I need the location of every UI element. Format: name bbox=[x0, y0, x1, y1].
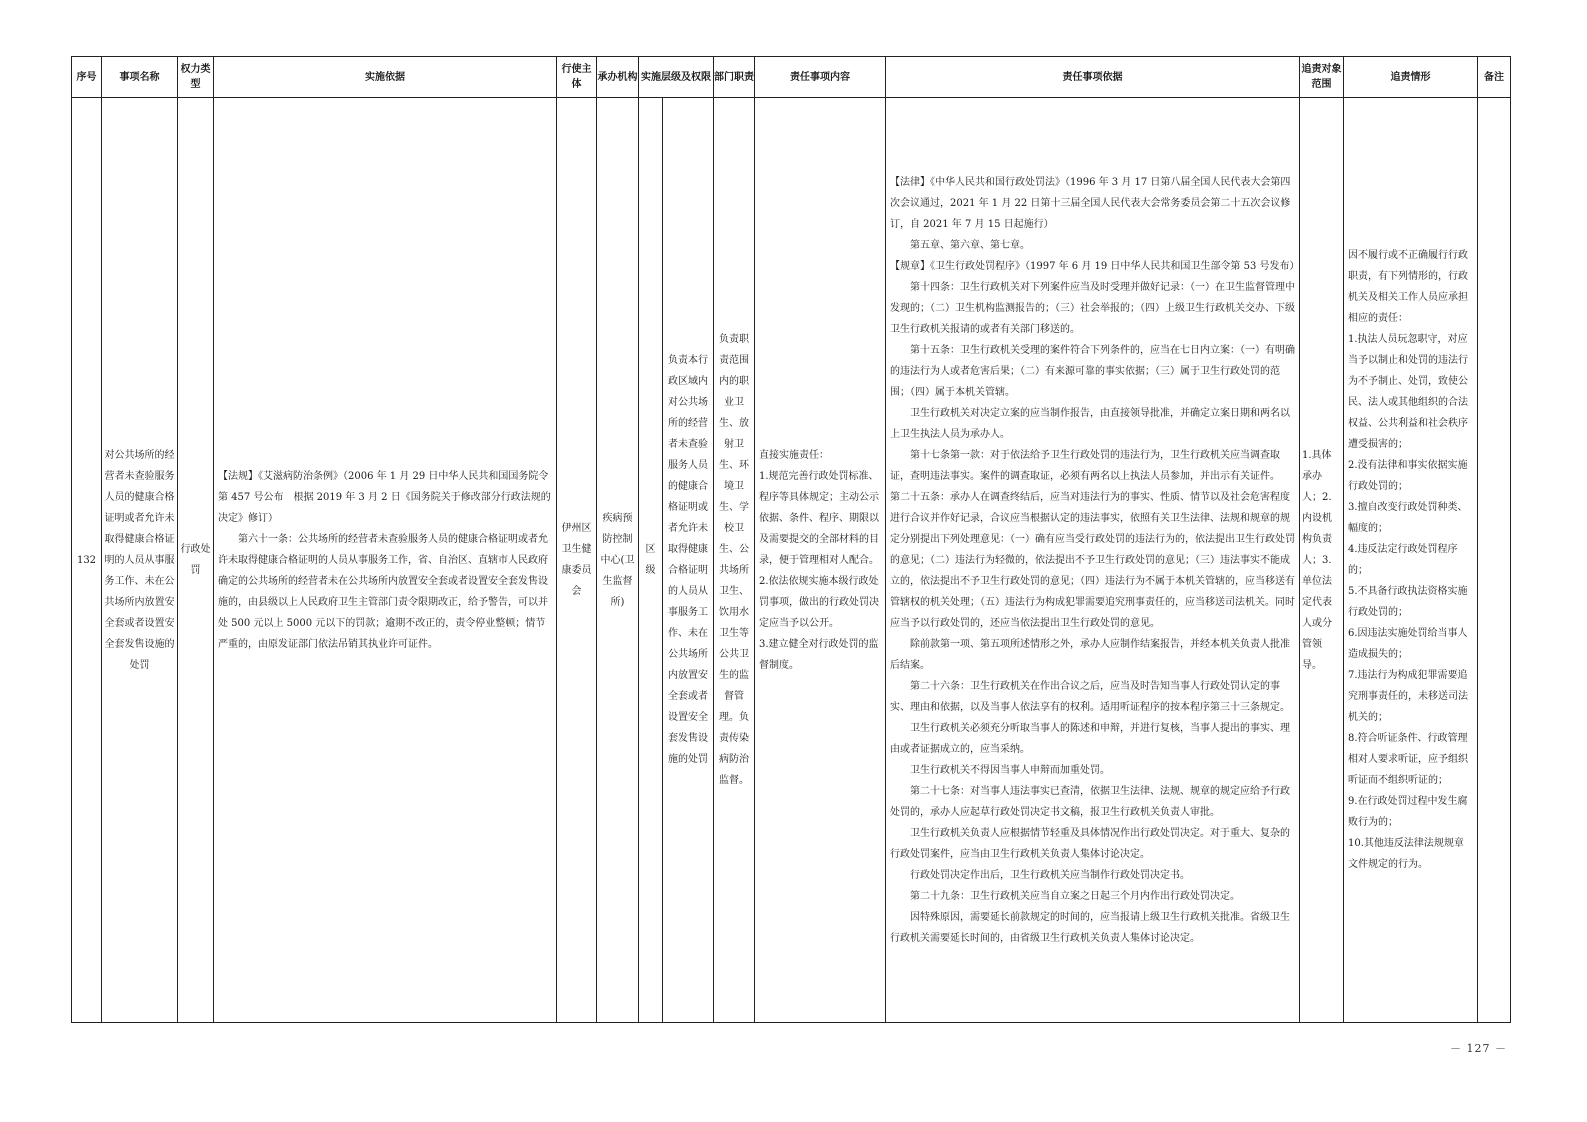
header-accountable-scope: 追责对象范围 bbox=[1300, 57, 1344, 98]
row-basis bbox=[214, 98, 557, 1023]
accountable-case-item: 8.符合听证条件、行政管理相对人要求听证，应予组织听证而不组织听证的； bbox=[1348, 733, 1468, 786]
resp-basis-paragraph: 第二十七条：对当事人违法事实已查清，依据卫生法律、法规、规章的规定应给予行政处罚的，承办人应起草行政处罚决定书文稿，报卫生行政机关负责人审批。 bbox=[890, 785, 1290, 818]
header-basis: 实施依据 bbox=[214, 57, 557, 98]
accountable-case-item: 1.执法人员玩忽职守，对应当予以制止和处罚的违法行为不予制止、处罚，致使公民、法人或其他组织的合法权益、公共利益和社会秩序遭受损害的； bbox=[1348, 334, 1468, 450]
resp-basis-paragraph: 【法律】《中华人民共和国行政处罚法》（1996 年 3 月 17 日第八届全国人民代表大会第四次会议通过，2021 年 1 月 22 日第十三届全国人民代表大会常务委员会第二十五次会议修订，自 2021 年 7 月 15 日起施行） bbox=[890, 176, 1291, 230]
resp-content-line: 2.依法依规实施本级行政处罚事项，做出的行政处罚决定应当予以公开。 bbox=[759, 575, 879, 629]
accountable-case-item: 5.不具备行政执法资格实施行政处罚的； bbox=[1348, 586, 1468, 618]
resp-basis-paragraph: 第十五条：卫生行政机关受理的案件符合下列条件的，应当在七日内立案：（一）有明确的违法行为人或者危害后果；（二）有来源可靠的事实依据；（三）属于卫生行政处罚的范围；（四）属于本机关管辖。 bbox=[890, 344, 1295, 398]
resp-basis-paragraph: 第十四条：卫生行政机关对下列案件应当及时受理并做好记录：（一）在卫生监督管理中发现的；（二）卫生机构监测报告的；（三）社会举报的；（四）上级卫生行政机关交办、下级卫生行政机关报请的或者有关部门移送的。 bbox=[890, 281, 1295, 335]
resp-basis-paragraph: 第五章、第六章、第七章。 bbox=[910, 239, 1030, 251]
resp-content-line: 直接实施责任： bbox=[759, 449, 829, 461]
basis-title: 【法规】《艾滋病防治条例》（2006 年 1 月 29 日中华人民共和国国务院令第 457 号公布 根据 2019 年 3 月 2 日《国务院关于修改部分行政法规的决定》修订） bbox=[218, 470, 551, 524]
row-level-scope: 负责本行政区域内对公共场所的经营者未查验服务人员的健康合格证明或者允许未取得健康合格证明的人员从事服务工作、未在公共场所内放置安全套或者设置安全套发售设施的处罚 bbox=[663, 98, 714, 1023]
row-resp-content bbox=[755, 98, 886, 1023]
resp-basis-paragraph: 卫生行政机关不得因当事人申辩而加重处罚。 bbox=[910, 764, 1110, 776]
header-item-name: 事项名称 bbox=[102, 57, 178, 98]
resp-basis-paragraph: 第十七条第一款：对于依法给予卫生行政处罚的违法行为，卫生行政机关应当调查取证，查明违法事实。案件的调查取证，必须有两名以上执法人员参加，并出示有关证件。 bbox=[890, 449, 1280, 482]
row-remark bbox=[1478, 98, 1511, 1023]
header-seq: 序号 bbox=[72, 57, 102, 98]
resp-basis-paragraph: 因特殊原因，需要延长前款规定的时间的，应当报请上级卫生行政机关批准。省级卫生行政机关需要延长时间的，由省级卫生行政机关负责人集体讨论决定。 bbox=[890, 911, 1290, 944]
row-power-type: 行政处罚 bbox=[178, 98, 214, 1023]
row-dept-duty: 负责职责范围内的职业卫生、放射卫生、环境卫生、学校卫生、公共场所卫生、饮用水卫生等公共卫生的监督管理。负责传染病防治监督。 bbox=[714, 98, 755, 1023]
resp-basis-paragraph: 卫生行政机关必须充分听取当事人的陈述和申辩，并进行复核，当事人提出的事实、理由或者证据成立的，应当采纳。 bbox=[890, 722, 1290, 755]
row-accountable-scope: 1.具体承办人；2.内设机构负责人；3.单位法定代表人或分管领导。 bbox=[1300, 98, 1344, 1023]
row-resp-basis bbox=[886, 98, 1300, 1023]
header-resp-content: 责任事项内容 bbox=[755, 57, 886, 98]
header-row bbox=[72, 57, 1511, 98]
resp-content-line: 1.规范完善行政处罚标准、程序等具体规定；主动公示依据、条件、程序、期限以及需要提交的全部材料的目录，便于管理相对人配合。 bbox=[759, 470, 879, 566]
row-item-name: 对公共场所的经营者未查验服务人员的健康合格证明或者允许未取得健康合格证明的人员从事服务工作、未在公共场所内放置安全套或者设置安全套发售设施的处罚 bbox=[102, 98, 178, 1023]
accountable-case-item: 4.违反法定行政处罚程序的； bbox=[1348, 544, 1458, 576]
row-accountable-case bbox=[1344, 98, 1478, 1023]
accountable-case-item: 10.其他违反法律法规规章文件规定的行为。 bbox=[1348, 838, 1464, 870]
resp-basis-paragraph: 行政处罚决定作出后，卫生行政机关应当制作行政处罚决定书。 bbox=[910, 869, 1190, 881]
header-accountable-case: 追责情形 bbox=[1344, 57, 1478, 98]
accountable-case-item: 2.没有法律和事实依据实施行政处罚的； bbox=[1348, 460, 1468, 492]
row-level: 区级 bbox=[639, 98, 663, 1023]
header-subject: 行使主体 bbox=[557, 57, 597, 98]
row-agency: 疾病预防控制中心(卫生监督所) bbox=[597, 98, 639, 1023]
header-dept-duty: 部门职责 bbox=[714, 57, 755, 98]
accountable-case-item: 因不履行或不正确履行行政职责，有下列情形的，行政机关及相关工作人员应承担相应的责任： bbox=[1348, 250, 1468, 324]
header-agency: 承办机构 bbox=[597, 57, 639, 98]
basis-article: 第六十一条：公共场所的经营者未查验服务人员的健康合格证明或者允许未取得健康合格证明的人员从事服务工作，省、自治区、直辖市人民政府确定的公共场所的经营者未在公共场所内放置安全套或者设置安全套发售设施的，由县级以上人民政府卫生主管部门责令限期改正，给予警告，可以并处 500 元以上 5000 元以下的罚款；逾期不改正的，责令停业整顿；情节严重的，由原发证部门依法吊销其执业许可证件。 bbox=[218, 533, 548, 650]
header-power-type: 权力类型 bbox=[178, 57, 214, 98]
accountable-case-item: 3.擅自改变行政处罚种类、幅度的； bbox=[1348, 502, 1468, 534]
resp-basis-paragraph: 第二十六条：卫生行政机关在作出合议之后，应当及时告知当事人行政处罚认定的事实、理由和依据，以及当事人依法享有的权利。适用听证程序的按本程序第三十三条规定。 bbox=[890, 680, 1290, 713]
header-remark: 备注 bbox=[1478, 57, 1511, 98]
resp-basis-paragraph: 第二十五条：承办人在调查终结后，应当对违法行为的事实、性质、情节以及社会危害程度进行合议并作好记录，合议应当根据认定的违法事实，依照有关卫生法律、法规和规章的规定分别提出下列处理意见：（一）确有应当受行政处罚的违法行为的，依法提出卫生行政处罚的意见；（二）违法行为轻微的，依法提出不予卫生行政处罚的意见；（三）违法事实不能成立的，依法提出不予卫生行政处罚的意见；（四）违法行为不属于本机关管辖的，应当移送有管辖权的机关处理；（五）违法行为构成犯罪需要追究刑事责任的，应当移送司法机关。同时应当予以行政处罚的，还应当依法提出卫生行政处罚的意见。 bbox=[890, 491, 1295, 629]
power-list-table bbox=[71, 56, 1511, 1023]
header-resp-basis: 责任事项依据 bbox=[886, 57, 1300, 98]
row-seq: 132 bbox=[72, 98, 102, 1023]
resp-basis-paragraph: 【规章】《卫生行政处罚程序》（1997 年 6 月 19 日中华人民共和国卫生部令第 53 号发布） bbox=[890, 260, 1300, 272]
table-row bbox=[72, 98, 1511, 1023]
header-level: 实施层级及权限 bbox=[639, 57, 714, 98]
page-number: － 127 － bbox=[1450, 1042, 1507, 1055]
resp-basis-paragraph: 第二十九条：卫生行政机关应当自立案之日起三个月内作出行政处罚决定。 bbox=[910, 890, 1240, 902]
resp-basis-paragraph: 卫生行政机关负责人应根据情节轻重及具体情况作出行政处罚决定。对于重大、复杂的行政处罚案件，应当由卫生行政机关负责人集体讨论决定。 bbox=[890, 827, 1290, 860]
row-subject: 伊州区卫生健康委员会 bbox=[557, 98, 597, 1023]
accountable-case-item: 7.违法行为构成犯罪需要追究刑事责任的，未移送司法机关的； bbox=[1348, 670, 1468, 723]
resp-basis-paragraph: 卫生行政机关对决定立案的应当制作报告，由直接领导批准，并确定立案日期和两名以上卫生执法人员为承办人。 bbox=[890, 407, 1290, 440]
resp-content-line: 3.建立健全对行政处罚的监督制度。 bbox=[759, 638, 879, 671]
accountable-case-item: 6.因违法实施处罚给当事人造成损失的； bbox=[1348, 628, 1468, 660]
resp-basis-paragraph: 除前款第一项、第五项所述情形之外，承办人应制作结案报告，并经本机关负责人批准后结案。 bbox=[890, 638, 1290, 671]
accountable-case-item: 9.在行政处罚过程中发生腐败行为的； bbox=[1348, 796, 1468, 828]
